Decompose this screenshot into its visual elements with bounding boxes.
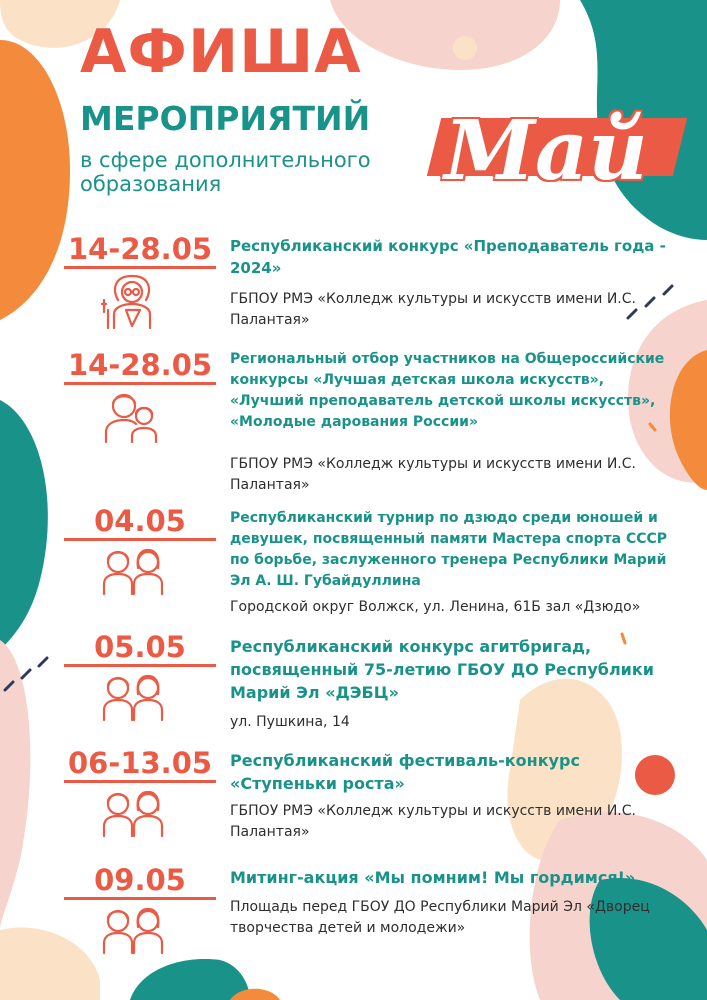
event-title: Республиканский конкурс «Преподаватель года - 2024»: [230, 237, 666, 277]
date-underline: [64, 382, 216, 385]
poster-subtitle: МЕРОПРИЯТИЙ: [80, 99, 371, 138]
date-underline: [64, 664, 216, 667]
event-date: 09.05: [94, 863, 186, 897]
date-underline: [64, 538, 216, 541]
event-date: 14-28.05: [67, 232, 213, 266]
teacher-icon: [100, 270, 164, 332]
event-title: Митинг-акция «Мы помним! Мы гордимся!»: [230, 868, 636, 887]
boy-girl-icon: [100, 903, 166, 955]
event-place: ГБПОУ РМЭ «Колледж культуры и искусств имени И.С. Палантая»: [230, 803, 636, 840]
poster-description: в сфере дополнительного образования: [80, 148, 371, 196]
date-underline: [64, 266, 216, 269]
poster-title: АФИША: [80, 17, 362, 87]
event-date: 14-28.05: [67, 348, 213, 382]
boy-girl-icon: [100, 786, 166, 838]
event-title: Республиканский турнир по дзюдо среди юношей и девушек, посвященный памяти Мастера спорта СССР по борьбе, заслуженного тренера Республики Марий Эл А. Ш. Губайдуллина: [230, 510, 668, 589]
event-place: ГБПОУ РМЭ «Колледж культуры и искусств имени И.С. Палантая»: [230, 291, 636, 328]
event-date: 04.05: [94, 504, 186, 538]
event-title: Республиканский фестиваль-конкурс «Ступеньки роста»: [230, 751, 580, 793]
boy-girl-icon: [100, 544, 166, 596]
event-date: 05.05: [94, 630, 186, 664]
date-underline: [64, 897, 216, 900]
event-title: Региональный отбор участников на Общероссийские конкурсы «Лучшая детская школа искусств», «Лучший преподаватель детской школы искусств», «Молодые дарования России»: [230, 351, 665, 430]
event-place: Площадь перед ГБОУ ДО Республики Марий Эл «Дворец творчества детей и молодежи»: [230, 899, 650, 936]
event-place: ГБПОУ РМЭ «Колледж культуры и искусств имени И.С. Палантая»: [230, 456, 636, 493]
event-date: 06-13.05: [67, 746, 213, 780]
event-place: Городской округ Волжск, ул. Ленина, 61Б зал «Дзюдо»: [230, 599, 641, 615]
date-underline: [64, 780, 216, 783]
parent-child-icon: [100, 388, 164, 444]
event-place: ул. Пушкина, 14: [230, 714, 350, 730]
boy-girl-icon: [100, 670, 166, 722]
event-title: Республиканский конкурс агитбригад, посвященный 75-летию ГБОУ ДО Республики Марий Эл «ДЭБЦ»: [230, 637, 654, 702]
month-label: Май: [444, 103, 648, 199]
